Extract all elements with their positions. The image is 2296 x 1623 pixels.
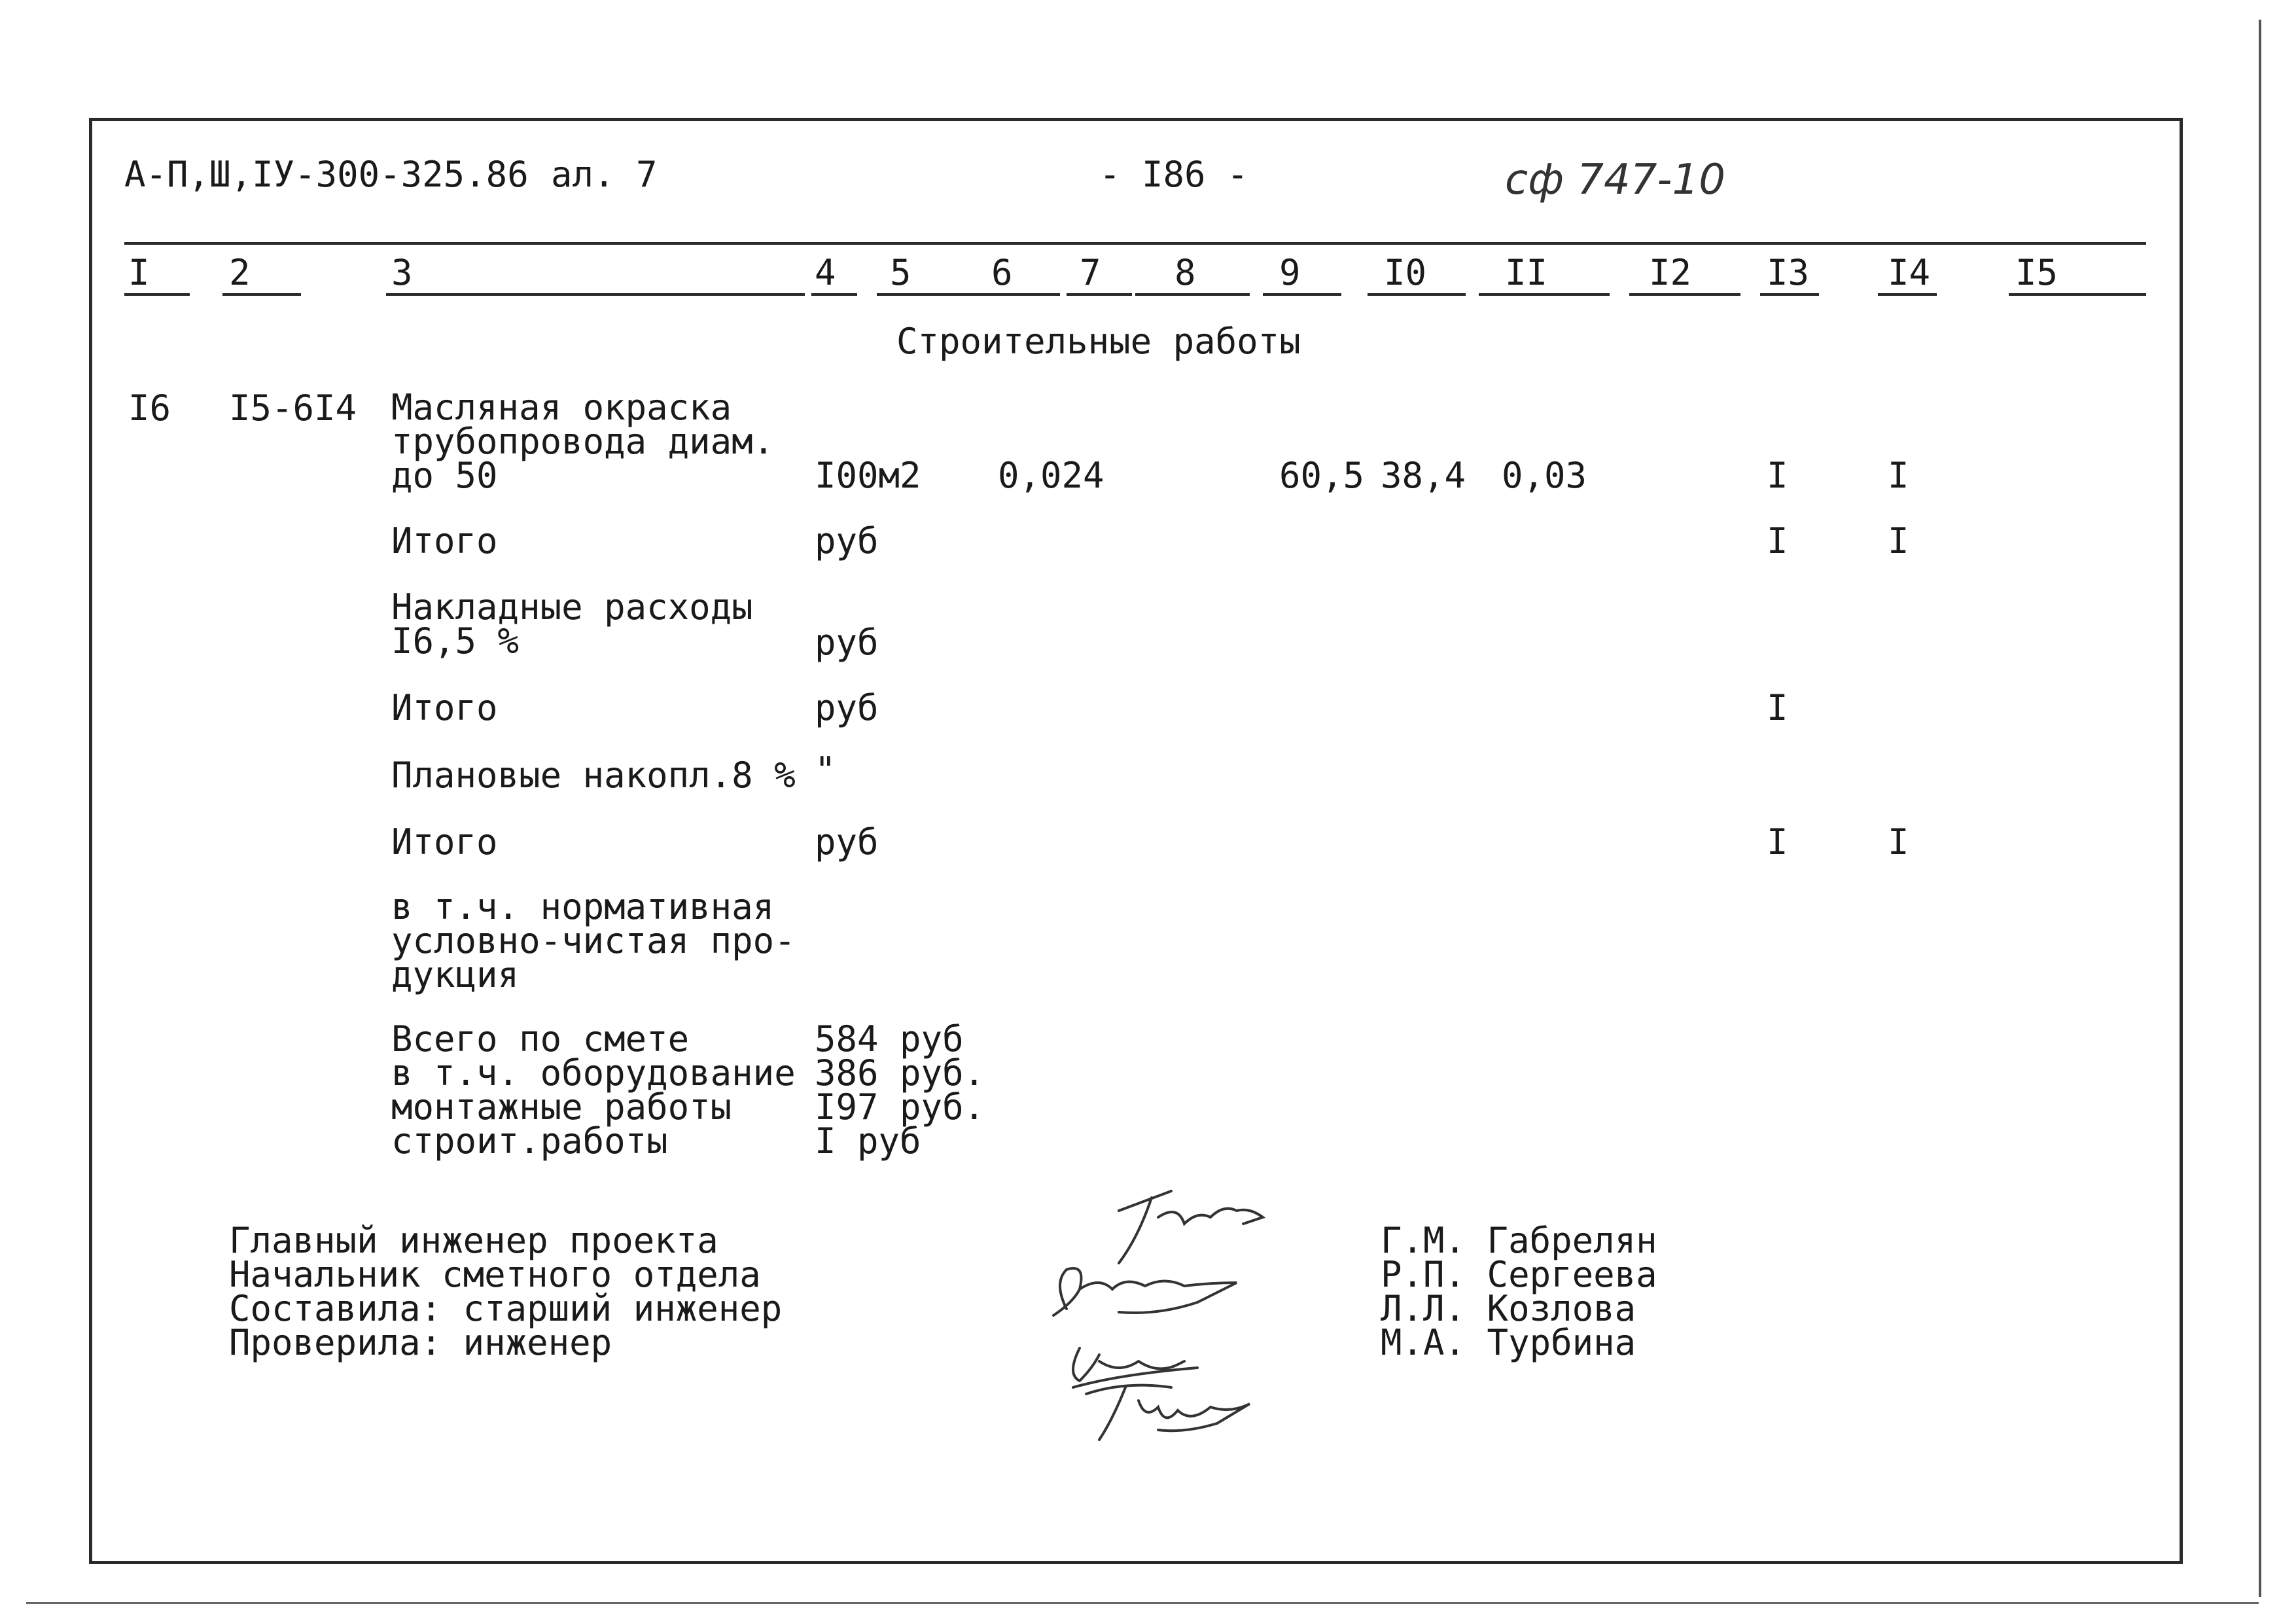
handwritten-signatures (1040, 1178, 1302, 1453)
column-header-underline (1629, 293, 1740, 296)
column-header-underline (1135, 293, 1250, 296)
item-code: I5-6I4 (229, 387, 357, 429)
item-description-line-1: Масляная окраска (391, 387, 732, 428)
column-header-14: I4 (1888, 252, 1931, 293)
subtotal-unit: руб (815, 520, 879, 562)
total-value: 584 руб (815, 1018, 964, 1060)
section-title: Строительные работы (896, 321, 1301, 362)
net-product-label-line-2: условно-чистая про- (391, 920, 796, 961)
column-header-underline (1479, 293, 1610, 296)
subtotal-col13: I (1767, 687, 1788, 728)
page-bottom-line (26, 1602, 2259, 1604)
column-header-13: I3 (1767, 252, 1810, 293)
subtotal-label: Итого (391, 687, 498, 728)
column-header-6: 6 (991, 252, 1013, 293)
overhead-label-line-1: Накладные расходы (391, 586, 753, 628)
subtotal-unit: руб (815, 687, 879, 728)
total-label: строит.работы (391, 1120, 668, 1162)
subtotal-col14: I (1888, 520, 1909, 562)
column-header-4: 4 (815, 252, 836, 293)
planned-savings-label: Плановые накопл.8 % (391, 755, 796, 796)
subtotal-unit: руб (815, 821, 879, 863)
column-header-15: I5 (2015, 252, 2058, 293)
total-value: I руб (815, 1120, 921, 1162)
column-header-underline (1878, 293, 1937, 296)
item-unit: I00м2 (815, 455, 921, 496)
signatory-role: Проверила: инженер (229, 1322, 612, 1363)
column-header-underline (1263, 293, 1341, 296)
document-code: А-П,Ш,IУ-300-325.86 (124, 154, 529, 195)
signature-2 (1053, 1268, 1237, 1315)
column-header-underline (981, 293, 1060, 296)
column-header-1: I (128, 252, 150, 293)
signatory-role: Главный инженер проекта (229, 1220, 718, 1261)
column-header-underline (386, 293, 805, 296)
column-header-underline (2009, 293, 2146, 296)
sheet-number: ал. 7 (551, 154, 658, 195)
subtotal-col13: I (1767, 520, 1788, 562)
net-product-label-line-1: в т.ч. нормативная (391, 886, 775, 927)
planned-savings-unit: " (815, 749, 836, 791)
column-header-underline (1760, 293, 1819, 296)
column-header-underline (124, 293, 190, 296)
column-header-11: II (1505, 252, 1548, 293)
handwritten-reference: сф 747-10 (1505, 156, 1725, 204)
column-header-12: I2 (1649, 252, 1692, 293)
net-product-label-line-3: дукция (391, 954, 520, 995)
column-header-10: I0 (1384, 252, 1427, 293)
item-col10: 38,4 (1381, 455, 1466, 496)
signatory-role: Начальник сметного отдела (229, 1254, 761, 1295)
page-number: - I86 - (1099, 154, 1248, 195)
column-header-5: 5 (890, 252, 911, 293)
subtotal-label: Итого (391, 520, 498, 562)
signatory-role: Составила: старший инженер (229, 1288, 783, 1329)
column-header-3: 3 (391, 252, 413, 293)
total-label: Всего по смете (391, 1018, 690, 1060)
subtotal-col14: I (1888, 821, 1909, 863)
item-quantity: 0,024 (998, 455, 1104, 496)
subtotal-label: Итого (391, 821, 498, 863)
signature-1 (1119, 1191, 1263, 1263)
subtotal-col13: I (1767, 821, 1788, 863)
signature-4 (1086, 1385, 1250, 1440)
column-header-underline (222, 293, 301, 296)
header-top-rule (124, 242, 2146, 245)
item-col11: 0,03 (1502, 455, 1587, 496)
item-number: I6 (128, 387, 171, 429)
signatory-name: М.А. Турбина (1381, 1322, 1636, 1363)
signatory-name: Р.П. Сергеева (1381, 1254, 1657, 1295)
item-col14: I (1888, 455, 1909, 496)
item-col13: I (1767, 455, 1788, 496)
item-col9: 60,5 (1279, 455, 1365, 496)
overhead-unit: руб (815, 622, 879, 663)
signatory-name: Г.М. Габрелян (1381, 1220, 1657, 1261)
column-header-underline (877, 293, 988, 296)
signatory-name: Л.Л. Козлова (1381, 1288, 1636, 1329)
total-value: 386 руб. (815, 1052, 985, 1094)
total-label: в т.ч. оборудование (391, 1052, 796, 1094)
column-header-8: 8 (1174, 252, 1196, 293)
column-header-underline (1368, 293, 1466, 296)
column-header-2: 2 (229, 252, 251, 293)
page-edge-line (2259, 20, 2261, 1597)
column-header-underline (811, 293, 857, 296)
total-label: монтажные работы (391, 1086, 732, 1128)
column-header-9: 9 (1279, 252, 1301, 293)
signature-3 (1073, 1348, 1197, 1387)
column-header-7: 7 (1080, 252, 1101, 293)
item-description-line-2: трубопровода диам. (391, 421, 775, 462)
column-header-underline (1067, 293, 1132, 296)
overhead-label-line-2: I6,5 % (391, 620, 520, 662)
total-value: I97 руб. (815, 1086, 985, 1128)
item-description-line-3: до 50 (391, 455, 498, 496)
